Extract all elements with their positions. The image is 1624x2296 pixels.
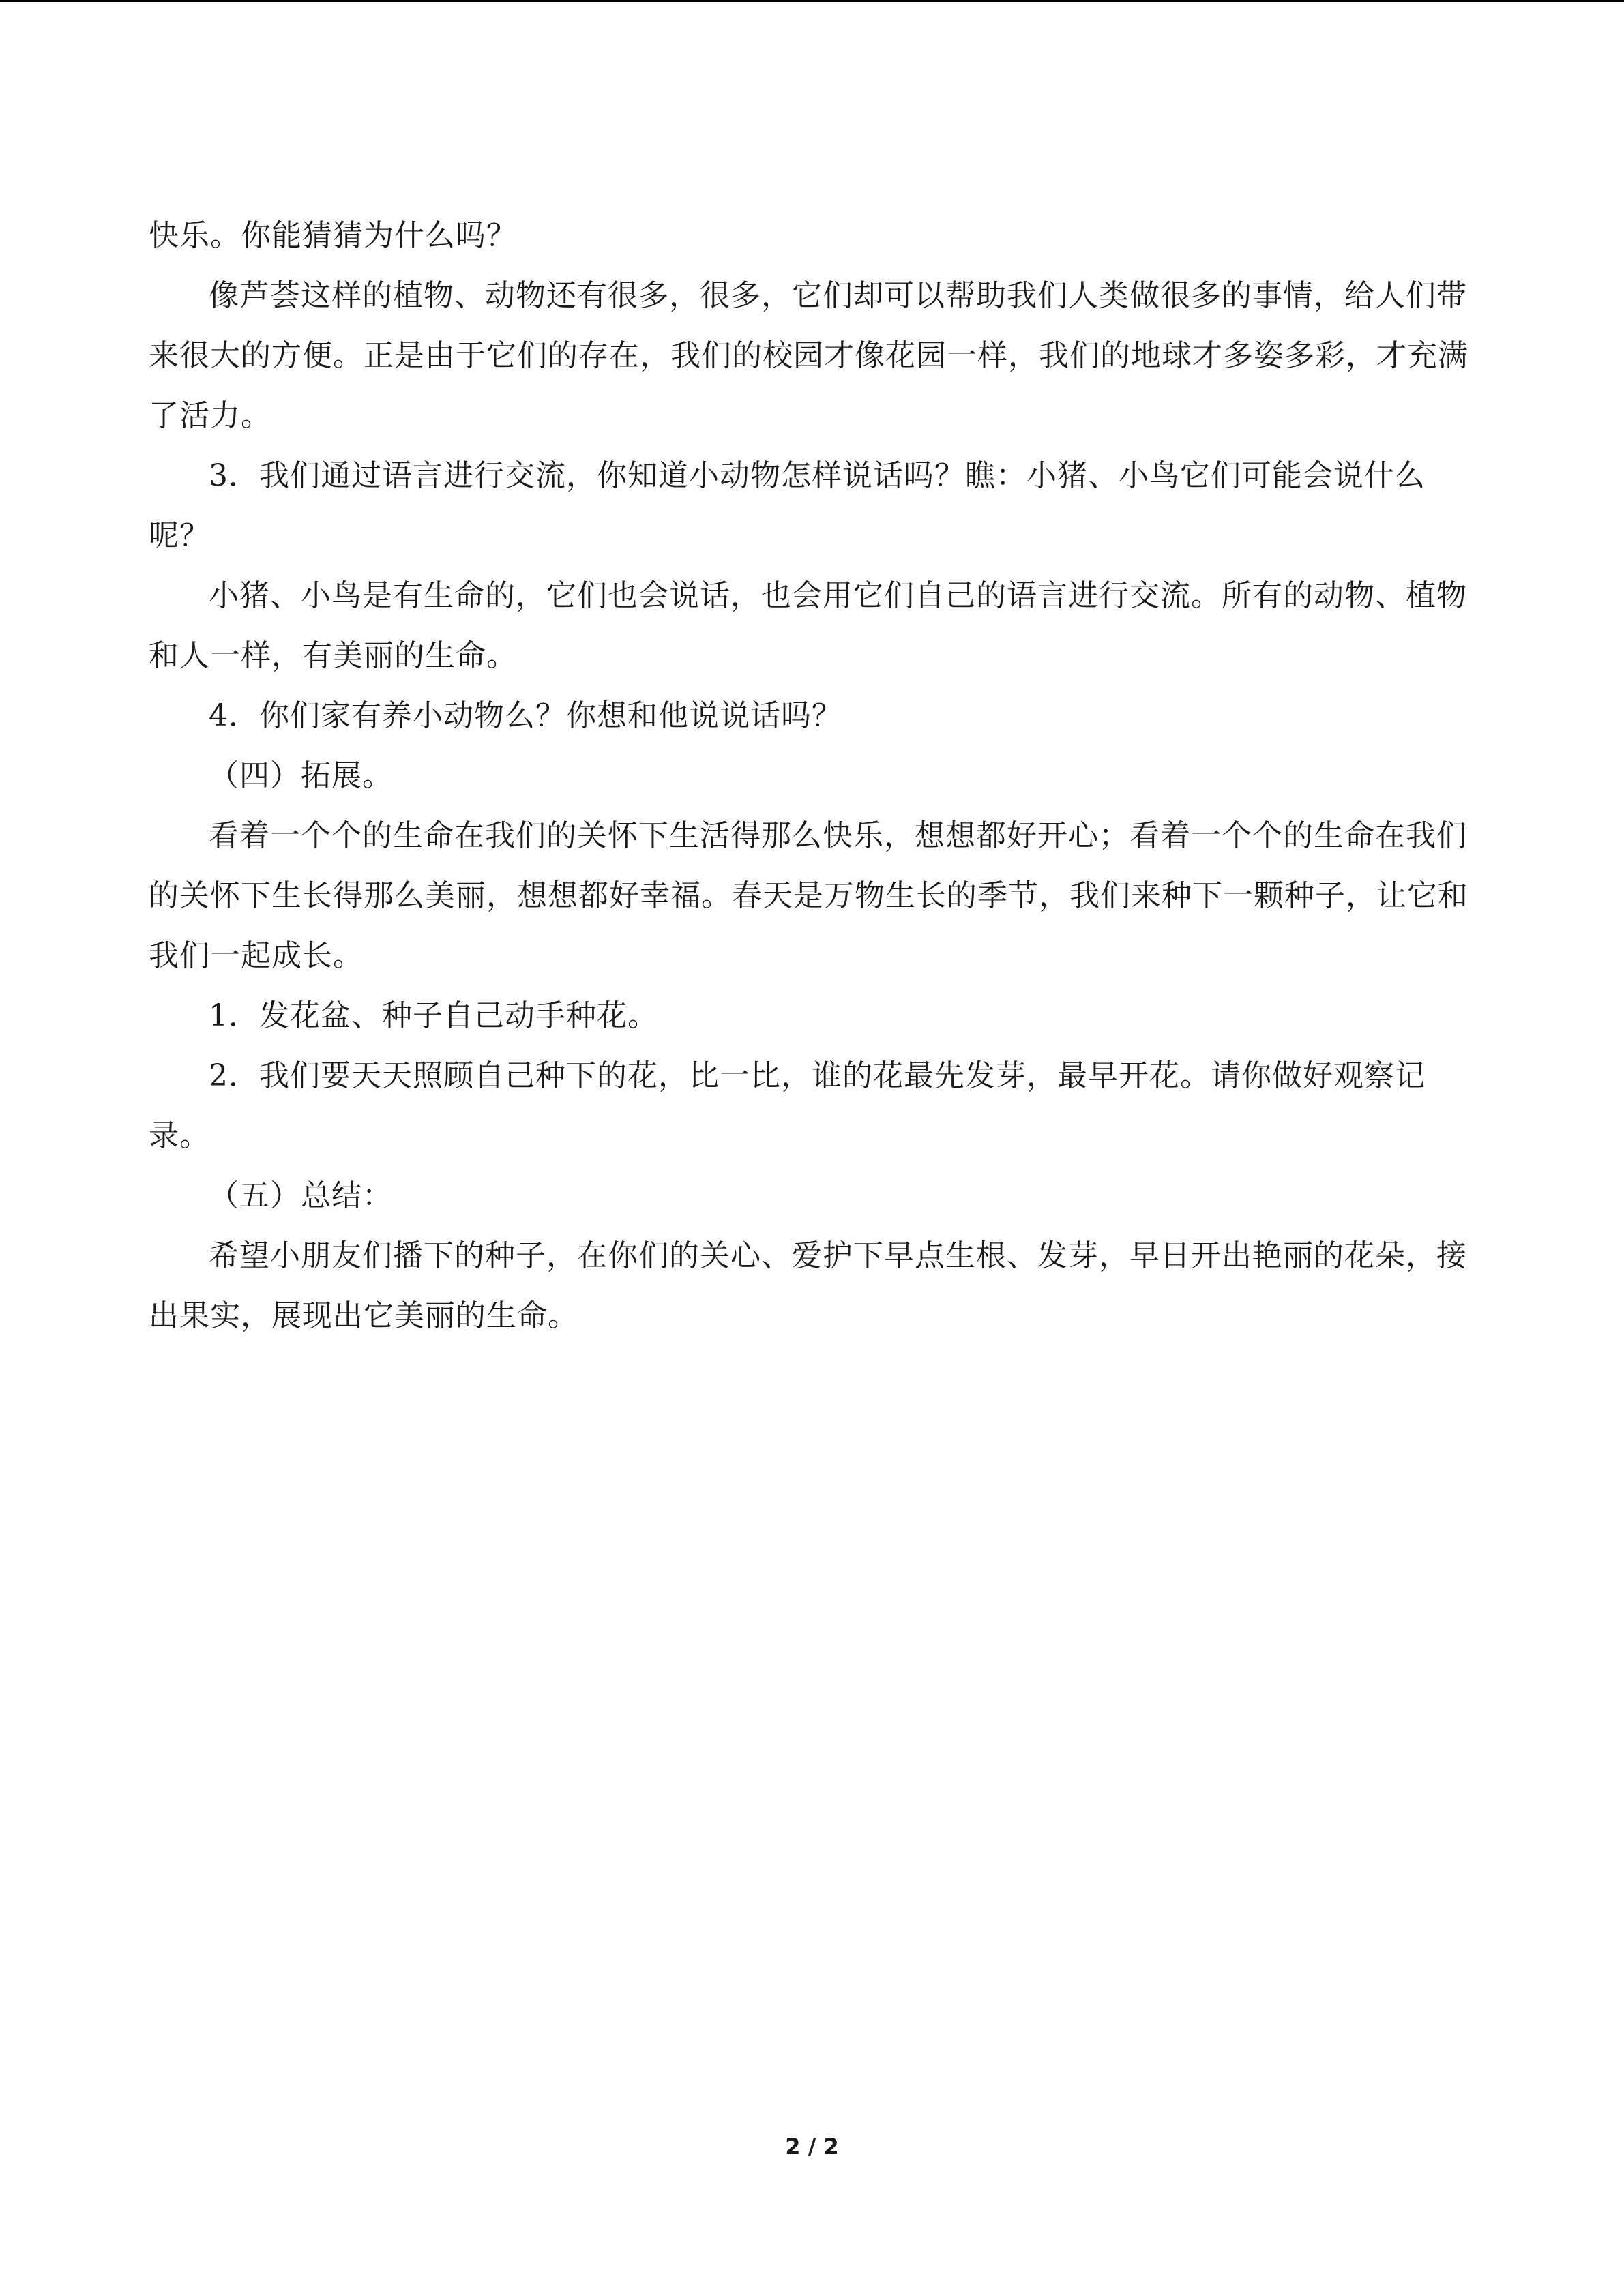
- paragraph-continuation: 快乐。你能猜猜为什么吗？: [149, 218, 517, 253]
- section-heading-extension: （四）拓展。: [209, 758, 393, 793]
- paragraph-item-3: 3．我们通过语言进行交流，你知道小动物怎样说话吗？瞧：小猪、小鸟它们可能会说什么呢？: [149, 458, 1426, 553]
- paragraph-item-4: 4．你们家有养小动物么？你想和他说说话吗？: [209, 698, 842, 733]
- paragraph-step-1: 1．发花盆、种子自己动手种花。: [209, 998, 658, 1033]
- page-number: 2 / 2: [785, 2134, 839, 2160]
- page-top-border: [0, 0, 1624, 2]
- document-body: [149, 206, 1484, 1346]
- paragraph-extension-text: 看着一个个的生命在我们的关怀下生活得那么快乐，想想都好开心；看着一个个的生命在我们的关怀下生长得那么美丽，想想都好幸福。春天是万物生长的季节，我们来种下一颗种子，让它和我们一起成长。: [149, 818, 1468, 973]
- paragraph-summary-text: 希望小朋友们播下的种子，在你们的关心、爱护下早点生根、发芽，早日开出艳丽的花朵，接出果实，展现出它美丽的生命。: [149, 1238, 1467, 1333]
- paragraph-step-2: 2．我们要天天照顾自己种下的花，比一比，谁的花最先发芽，最早开花。请你做好观察记录。: [149, 1058, 1426, 1153]
- paragraph-animals-talk: 小猪、小鸟是有生命的，它们也会说话，也会用它们自己的语言进行交流。所有的动物、植物和人一样，有美丽的生命。: [149, 578, 1467, 673]
- section-heading-summary: （五）总结：: [209, 1178, 393, 1213]
- paragraph-aloe-example: 像芦荟这样的植物、动物还有很多，很多，它们却可以帮助我们人类做很多的事情，给人们带来很大的方便。正是由于它们的存在，我们的校园才像花园一样，我们的地球才多姿多彩，才充满了活力。: [149, 278, 1468, 433]
